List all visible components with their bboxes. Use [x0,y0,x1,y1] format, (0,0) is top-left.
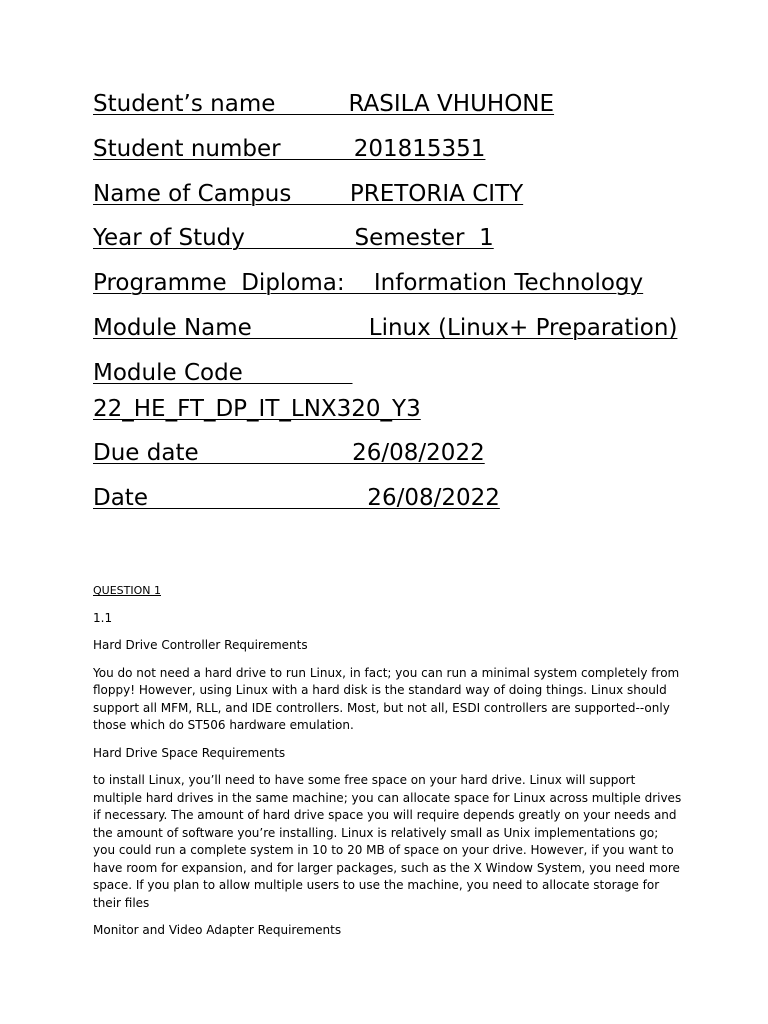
question-title: QUESTION 1 [93,584,161,597]
due-date-line: Due date 26/08/2022 [93,440,485,466]
heading-monitor-requirements: Monitor and Video Adapter Requirements [93,923,342,937]
module-code-label: Module Code [93,360,353,386]
student-name-line: Student’s name RASILA VHUHONE [93,91,555,117]
module-code-value: 22_HE_FT_DP_IT_LNX320_Y3 [93,396,421,422]
date-line: Date 26/08/2022 [93,485,500,511]
heading-space-requirements: Hard Drive Space Requirements [93,745,286,760]
campus-line: Name of Campus PRETORIA CITY [93,181,524,207]
paragraph-space-requirements: to install Linux, you’ll need to have some free space on your hard drive. Linux will support multiple hard drives in the same machine; you can allocate space for Linux across multiple drives if necessary. The amount of hard drive space you will require depends greatly on your needs and the amount of software you’re installing. Linux is relatively small as Unix implementations go; you could run a complete system in 10 to 20 MB of space on your drive. However, if you want to have room for expansion, and for larger packages, such as the X Window System, you need more space. If you plan to allow multiple users to use the machine, you need to allocate storage for their files [93,773,682,910]
paragraph-controller-requirements: You do not need a hard drive to run Linux, in fact; you can run a minimal system completely from floppy! However, using Linux with a hard disk is the standard way of doing things. Linux should support all MFM, RLL, and IDE controllers. Most, but not all, ESDI controllers are supported--only those which do ST506 hardware emulation. [93,665,680,732]
year-of-study-line: Year of Study Semester 1 [93,225,494,251]
student-number-line: Student number 201815351 [93,136,486,162]
document-body [93,582,683,950]
programme-line: Programme Diploma: Information Technology [93,270,644,296]
heading-controller-requirements: Hard Drive Controller Requirements [93,638,308,652]
section-number: 1.1 [93,610,113,625]
module-name-line: Module Name Linux (Linux+ Preparation) [93,315,678,341]
